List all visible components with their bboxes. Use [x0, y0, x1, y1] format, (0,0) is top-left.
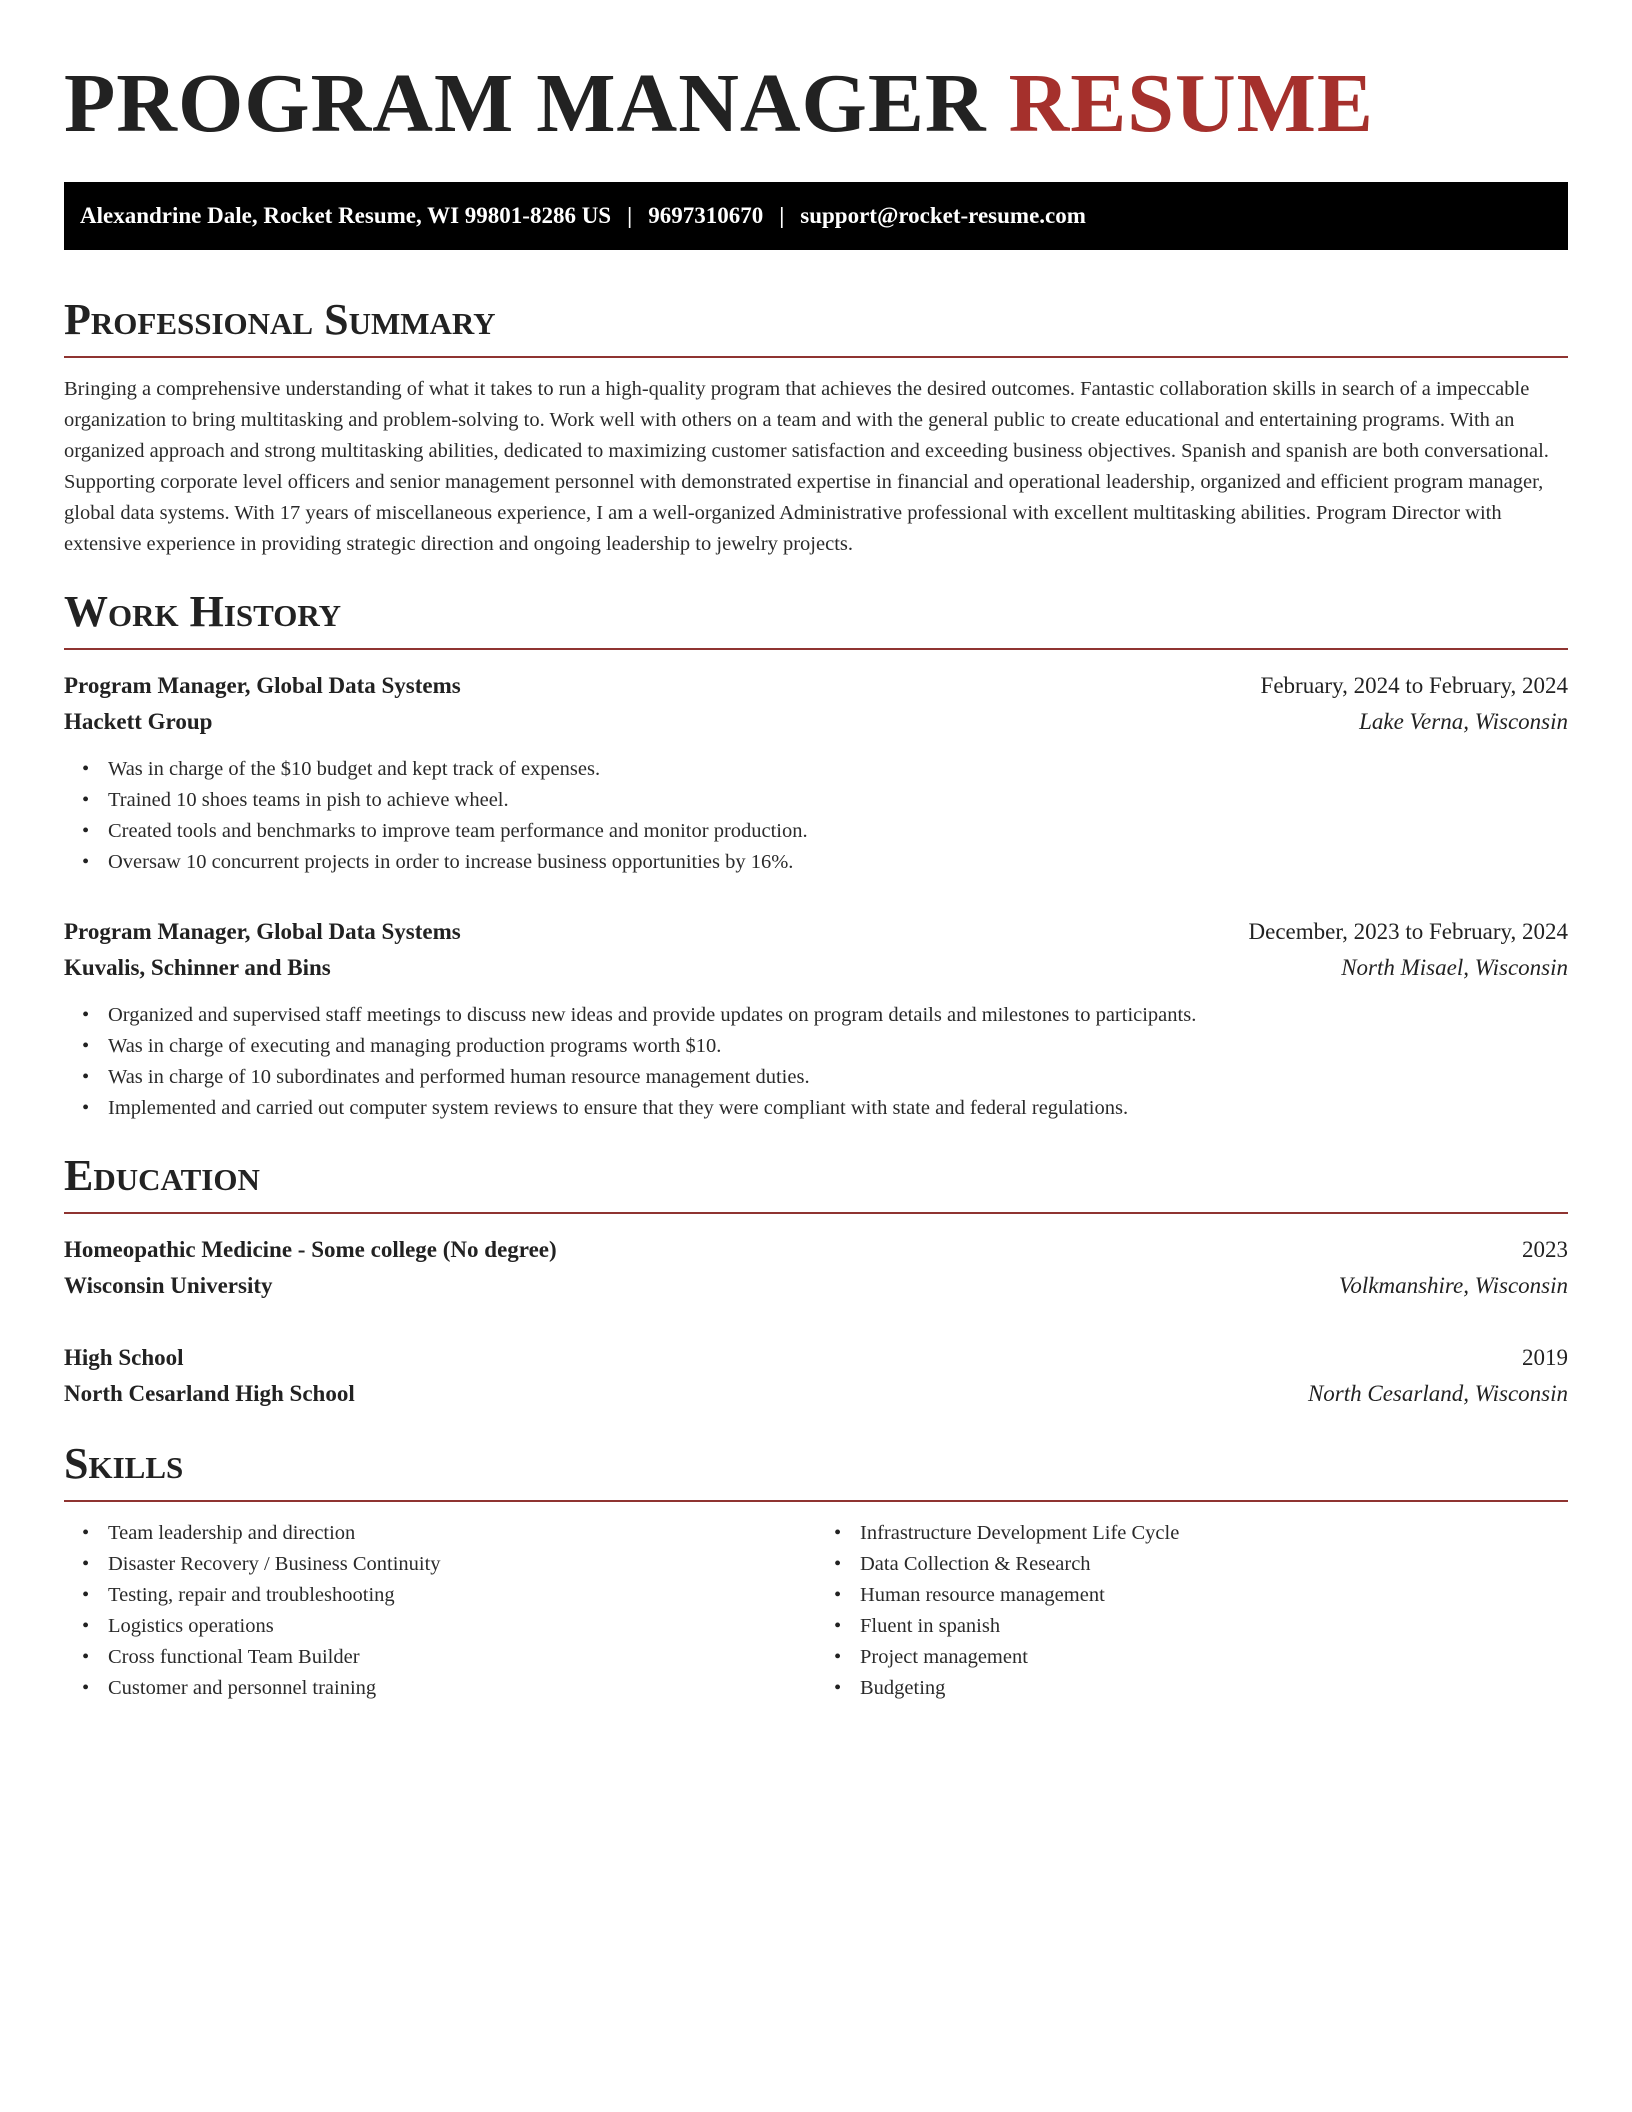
skill-item: • Cross functional Team Builder — [108, 1642, 816, 1673]
job-bullet: • Oversaw 10 concurrent projects in order to increase business opportunities by 16%. — [108, 847, 1568, 878]
job-location: North Misael, Wisconsin — [1341, 955, 1568, 980]
job-title: Program Manager, Global Data Systems — [64, 673, 461, 698]
education-school-row — [64, 1268, 1568, 1304]
skill-item: • Team leadership and direction — [108, 1518, 816, 1549]
education-degree: Homeopathic Medicine - Some college (No degree) — [64, 1237, 557, 1262]
job-company-row — [64, 950, 1568, 986]
job-location: Lake Verna, Wisconsin — [1359, 709, 1568, 734]
job-bullet: • Implemented and carried out computer system reviews to ensure that they were compliant with state and federal regulations. — [108, 1093, 1568, 1124]
job-bullets — [64, 754, 1568, 878]
job-bullet: • Created tools and benchmarks to improve team performance and monitor production. — [108, 816, 1568, 847]
job-bullet: • Was in charge of 10 subordinates and performed human resource management duties. — [108, 1062, 1568, 1093]
resume-title — [64, 0, 1568, 152]
job-header-row — [64, 668, 1568, 704]
skill-item: • Project management — [860, 1642, 1568, 1673]
education-school: Wisconsin University — [64, 1273, 273, 1298]
summary-heading: Professional Summary — [64, 295, 496, 344]
contact-phone: 9697310670 — [648, 203, 764, 228]
education-school-row — [64, 1376, 1568, 1412]
skill-item: • Data Collection & Research — [860, 1549, 1568, 1580]
section-divider — [64, 356, 1568, 358]
education-school: North Cesarland High School — [64, 1381, 355, 1406]
skill-item: • Human resource management — [860, 1580, 1568, 1611]
skill-item: • Customer and personnel training — [108, 1673, 816, 1704]
job-company: Hackett Group — [64, 709, 213, 734]
skill-item: • Disaster Recovery / Business Continuity — [108, 1549, 816, 1580]
job-bullet: • Organized and supervised staff meetings to discuss new ideas and provide updates on program details and milestones to participants. — [108, 1000, 1568, 1031]
job-bullets — [64, 1000, 1568, 1124]
education-header-row — [64, 1232, 1568, 1268]
job-header-row — [64, 914, 1568, 950]
job-bullet: • Was in charge of the $10 budget and kept track of expenses. — [108, 754, 1568, 785]
skills-heading: Skills — [64, 1439, 184, 1488]
education-entry — [64, 1232, 1568, 1304]
job-entry — [64, 914, 1568, 1124]
skill-item: • Testing, repair and troubleshooting — [108, 1580, 816, 1611]
job-entry — [64, 668, 1568, 878]
title-main: PROGRAM MANAGER — [64, 57, 987, 150]
job-title: Program Manager, Global Data Systems — [64, 919, 461, 944]
education-header-row — [64, 1340, 1568, 1376]
contact-email: support@rocket-resume.com — [800, 203, 1086, 228]
contact-bar — [64, 182, 1568, 250]
job-company-row — [64, 704, 1568, 740]
contact-separator: | — [627, 203, 633, 228]
education-location: North Cesarland, Wisconsin — [1307, 1381, 1568, 1406]
education-entry — [64, 1340, 1568, 1412]
skills-list — [64, 1518, 1568, 1704]
skill-item: • Budgeting — [860, 1673, 1568, 1704]
section-divider — [64, 1500, 1568, 1502]
education-year: 2019 — [1522, 1345, 1568, 1370]
skills-column-left — [64, 1518, 816, 1704]
skills-column-right — [816, 1518, 1568, 1704]
skill-item: • Infrastructure Development Life Cycle — [860, 1518, 1568, 1549]
section-divider — [64, 1212, 1568, 1214]
education-heading: Education — [64, 1151, 260, 1200]
contact-separator: | — [779, 203, 785, 228]
work-history-heading: Work History — [64, 587, 342, 636]
job-bullet: • Trained 10 shoes teams in pish to achieve wheel. — [108, 785, 1568, 816]
section-divider — [64, 648, 1568, 650]
skill-item: • Fluent in spanish — [860, 1611, 1568, 1642]
education-location: Volkmanshire, Wisconsin — [1338, 1273, 1568, 1298]
summary-text: Bringing a comprehensive understanding of what it takes to run a high-quality program that achieves the desired outcomes. Fantastic collaboration skills in search of a impeccable organization to bring multitasking and problem-solving to. Work well with others on a team and with the general public to create educational and entertaining programs. With an organized approach and strong multitasking abilities, dedicated to maximizing customer satisfaction and exceeding business objectives. Spanish and spanish are both conversational. Supporting corporate level officers and senior management personnel with demonstrated expertise in financial and operational leadership, organized and efficient program manager, global data systems. With 17 years of miscellaneous experience, I am a well-organized Administrative professional with excellent multitasking abilities. Program Director with extensive experience in providing strategic direction and ongoing leadership to jewelry projects. — [64, 378, 1549, 555]
education-degree: High School — [64, 1345, 184, 1370]
title-accent: RESUME — [1008, 57, 1374, 150]
education-year: 2023 — [1522, 1237, 1568, 1262]
job-dates: December, 2023 to February, 2024 — [1248, 919, 1568, 944]
job-dates: February, 2024 to February, 2024 — [1260, 673, 1568, 698]
skill-item: • Logistics operations — [108, 1611, 816, 1642]
job-bullet: • Was in charge of executing and managing production programs worth $10. — [108, 1031, 1568, 1062]
contact-name-address: Alexandrine Dale, Rocket Resume, WI 99801-8286 US — [80, 203, 612, 228]
job-company: Kuvalis, Schinner and Bins — [64, 955, 331, 980]
